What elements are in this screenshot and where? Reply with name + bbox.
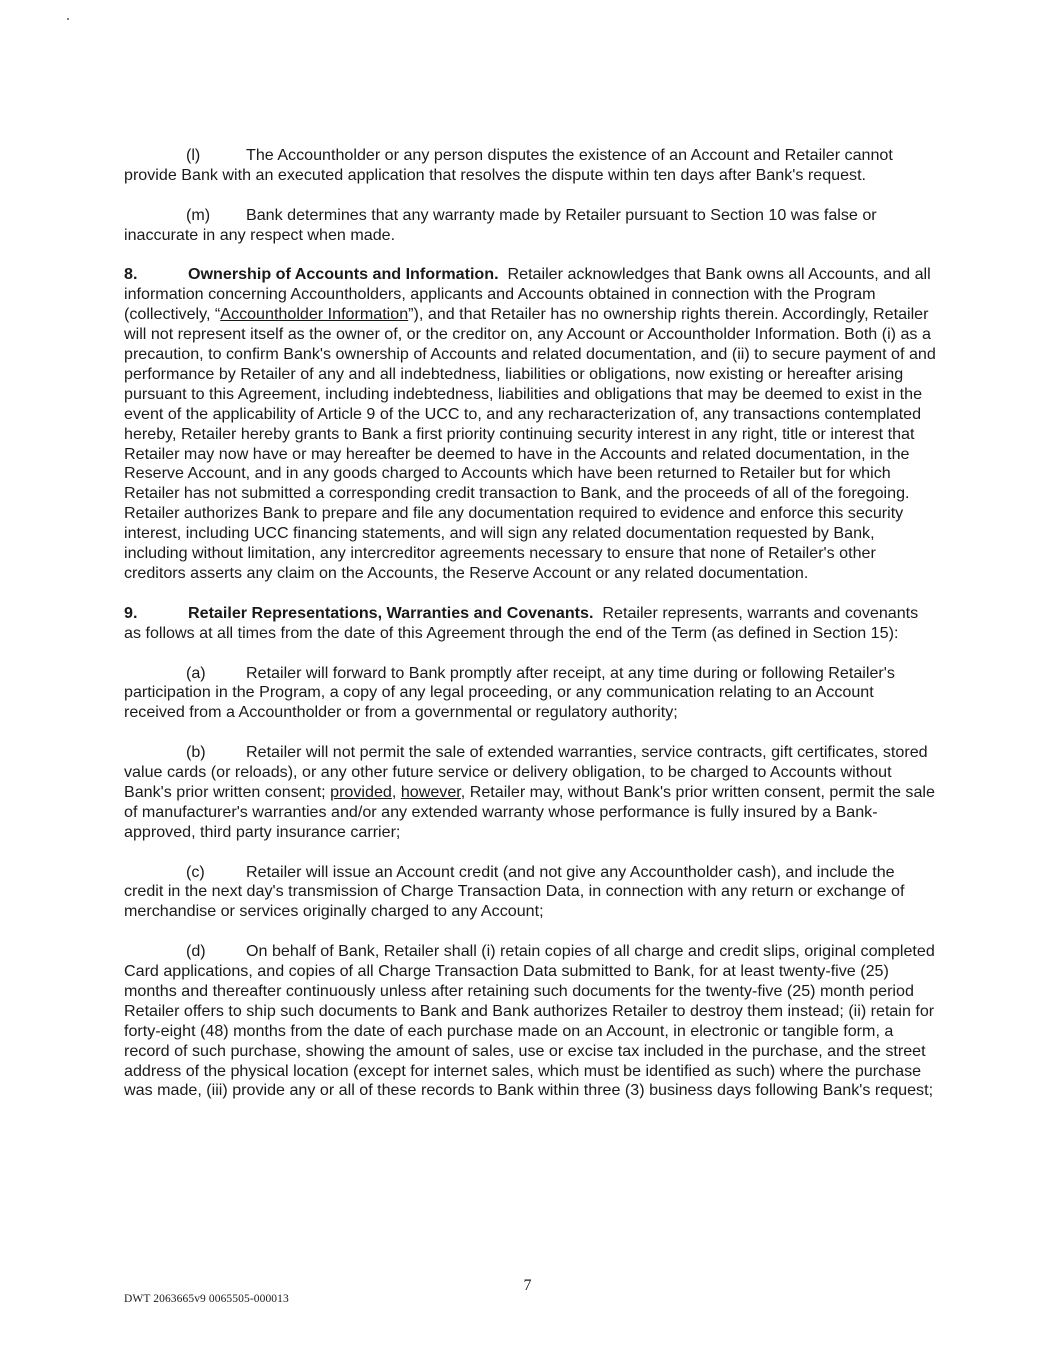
paragraph-9a-text: Retailer will forward to Bank promptly after receipt, at any time during or following Retailer's participation in the Program, a copy of any legal proceeding, or any communication relating to an Account received from a Accountholder or from a governmental or regulatory authority; — [124, 663, 895, 722]
page-number: 7 — [523, 1277, 532, 1294]
paragraph-9b-text-1: Retailer will not permit the sale of extended warranties, service contracts, gift certificates, stored value cards (or reloads), or any other future service or delivery obligation, to be charged to Accounts without Bank's prior written consent; — [124, 743, 928, 801]
section-8-text-1: Retailer acknowledges that Bank owns all Accounts, and all information concerning Accountholders, applicants and Accounts obtained in connection with the Program (collectively, “ — [124, 265, 931, 324]
document-body — [124, 146, 936, 1121]
paragraph-9c-label: (c) — [186, 862, 205, 881]
paragraph-9c — [124, 863, 936, 923]
section-8 — [124, 265, 936, 584]
section-8-heading: Ownership of Accounts and Information. — [188, 265, 499, 284]
paragraph-9d — [124, 942, 936, 1101]
paragraph-9d-label: (d) — [186, 942, 206, 961]
section-9 — [124, 604, 936, 644]
paragraph-9d-text: On behalf of Bank, Retailer shall (i) retain copies of all charge and credit slips, original completed Card applications, and copies of all Charge Transaction Data submitted to Bank, for at least twenty-five (25) months and thereafter continuously unless after retaining such documents for the twenty-five (25) month period Retailer offers to ship such documents to Bank and Bank authorizes Retailer to destroy them instead; (ii) retain for forty-eight (48) months from the date of each purchase made on an Account, in electronic or tangible form, a record of such purchase, showing the amount of sales, use or excise tax included in the purchase, and the street address of the physical location (except for internet sales, which must be identified as such) where the purchase was made, (iii) provide any or all of these records to Bank within three (3) business days following Bank's request; — [124, 942, 935, 1100]
paragraph-l-text: The Accountholder or any person disputes the existence of an Account and Retailer cannot provide Bank with an executed application that resolves the dispute within ten days after Bank's request. — [124, 146, 893, 184]
section-8-text-2: ”), and that Retailer has no ownership rights therein. Accordingly, Retailer will not represent itself as the owner of, or the creditor on, any Account or Accountholder Information. Both (i) as a precaution, to confirm Bank's ownership of Accounts and related documentation, and (ii) to secure payment of and performance by Retailer of any and all indebtedness, liabilities or obligations, now existing or hereafter arising pursuant to this Agreement, including indebtedness, liabilities and obligations that may be deemed to exist in the event of the applicability of Article 9 of the UCC to, and any recharacterization of, any transactions contemplated hereby, Retailer hereby grants to Bank a first priority continuing security interest in any right, title or interest that Retailer may now have or may hereafter be deemed to have in the Accounts and related documentation, in the Reserve Account, and in any goods charged to Accounts which have been returned to Retailer but for which Retailer has not submitted a corresponding credit transaction to Bank, and the proceeds of all of the foregoing. Retailer authorizes Bank to prepare and file any documentation required to evidence and enforce this security interest, including UCC financing statements, and will sign any related documentation requested by Bank, including without limitation, any intercreditor agreements necessary to ensure that none of Retailer's other creditors asserts any claim on the Accounts, the Reserve Account or any related documentation. — [124, 305, 936, 582]
scan-speck — [67, 18, 69, 20]
paragraph-9b-text-2: , Retailer may, without Bank's prior written consent, permit the sale of manufacturer's warranties and/or any extended warranty whose performance is fully insured by a Bank-approved, third party insurance carrier; — [124, 782, 935, 841]
section-8-number: 8. — [124, 265, 138, 284]
proviso-separator: , — [391, 782, 401, 801]
paragraph-9b-label: (b) — [186, 743, 206, 762]
section-9-heading: Retailer Representations, Warranties and Covenants. — [188, 603, 594, 622]
paragraph-9a-label: (a) — [186, 663, 206, 682]
defined-term-accountholder-information: Accountholder Information — [220, 305, 409, 324]
section-9-number: 9. — [124, 603, 138, 622]
paragraph-l — [124, 146, 936, 186]
paragraph-9b — [124, 743, 936, 843]
proviso-however: however — [400, 782, 461, 801]
document-id: DWT 2063665v9 0065505-000013 — [124, 1293, 289, 1305]
proviso-provided: provided — [330, 782, 392, 801]
paragraph-9a — [124, 664, 936, 724]
paragraph-m-label: (m) — [186, 205, 211, 224]
section-9-text: Retailer represents, warrants and covenants as follows at all times from the date of this Agreement through the end of the Term (as defined in Section 15): — [124, 603, 919, 642]
paragraph-m-text: Bank determines that any warranty made by Retailer pursuant to Section 10 was false or inaccurate in any respect when made. — [124, 205, 877, 244]
paragraph-m — [124, 206, 936, 246]
paragraph-9c-text: Retailer will issue an Account credit (and not give any Accountholder cash), and include the credit in the next day's transmission of Charge Transaction Data, in connection with any return or exchange of merchandise or services originally charged to any Account; — [124, 862, 905, 921]
paragraph-l-label: (l) — [186, 146, 201, 164]
